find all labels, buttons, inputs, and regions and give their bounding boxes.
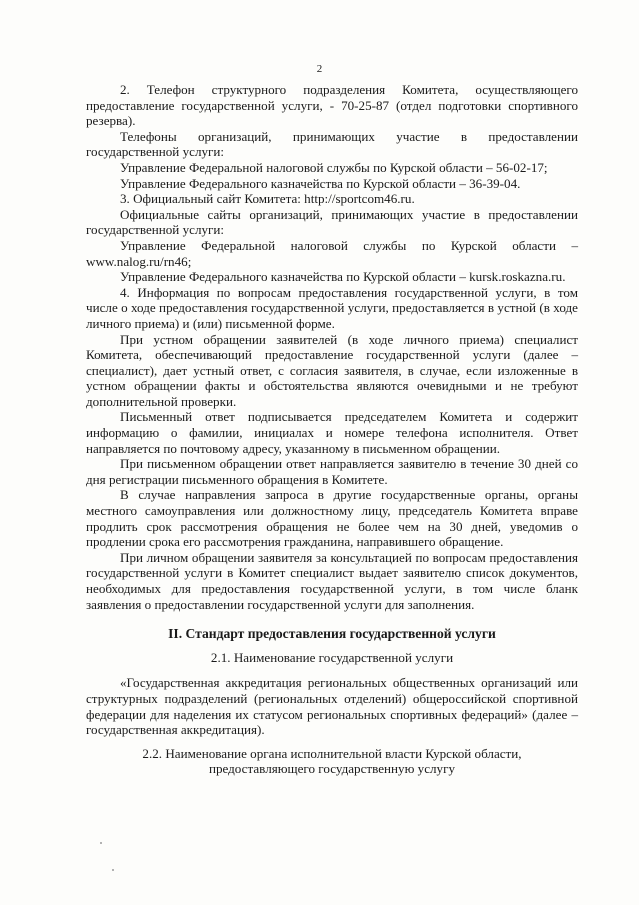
paragraph-site-tax: Управление Федеральной налоговой службы по Курской области – www.nalog.ru/rn46; bbox=[86, 237, 578, 269]
paragraph-site-treasury: Управление Федерального казначейства по Курской области – kursk.roskazna.ru. bbox=[120, 269, 566, 285]
document-body bbox=[86, 82, 578, 777]
paragraph-phone-department: 2. Телефон структурного подразделения Комитета, осуществляющего предоставление государственной услуги, - 70-25-87 (отдел подготовки спортивного резерва). bbox=[86, 82, 578, 129]
paragraph-info-forms: 4. Информация по вопросам предоставления государственной услуги, в том числе о ходе предоставления государственной услуги, предоставляется в устной (в ходе личного приема) и (или) письменной форме. bbox=[86, 284, 578, 331]
paragraph-personal-visit: При личном обращении заявителя за консультацией по вопросам предоставления государственной услуги в Комитет специалист выдает заявителю список документов, необходимых для предоставления государственной услуги, в том числе бланк заявления о предоставлении государственной услуги для заполнения. bbox=[86, 549, 578, 612]
scan-speck bbox=[112, 869, 114, 871]
paragraph-oral-request: При устном обращении заявителей (в ходе личного приема) специалист Комитета, обеспечивающий предоставление государственной услуги (далее – специалист), дает устный ответ, с согласия заявителя, в случае, если изложенные в устном обращении факты и обстоятельства являются очевидными и не требуют дополнительной проверки. bbox=[86, 331, 578, 409]
paragraph-written-deadline: При письменном обращении ответ направляется заявителю в течение 30 дней со дня регистрации письменного обращения в Комитете. bbox=[86, 456, 578, 487]
paragraph-official-site: 3. Официальный сайт Комитета: http://sportcom46.ru. bbox=[120, 191, 415, 207]
subsection-1-heading: 2.1. Наименование государственной услуги bbox=[210, 649, 454, 665]
scan-speck bbox=[100, 842, 102, 844]
paragraph-extension: В случае направления запроса в другие государственные органы, органы местного самоуправления или должностному лицу, председатель Комитета вправе продлить срок рассмотрения обращения не более чем на 30 дней, уведомив о продлении срока его рассмотрения гражданина, направившего обращение. bbox=[86, 487, 578, 550]
paragraph-phone-tax: Управление Федеральной налоговой службы по Курской области – 56-02-17; bbox=[120, 159, 548, 175]
page-number: 2 bbox=[316, 63, 323, 75]
subsection-2-heading-line1: 2.2. Наименование органа исполнительной власти Курской области, bbox=[142, 745, 522, 761]
paragraph-written-answer: Письменный ответ подписывается председателем Комитета и содержит информацию о фамилии, инициалах и номере телефона исполнителя. Ответ направляется по почтовому адресу, указанному в письменном обращении. bbox=[86, 409, 578, 456]
subsection-1-text: «Государственная аккредитация региональных общественных организаций или структурных подразделений (региональных отделений) общероссийской спортивной федерации для наделения их статусом региональных спортивных федераций» (далее – государственная аккредитация). bbox=[86, 675, 578, 738]
paragraph-phone-treasury: Управление Федерального казначейства по Курской области – 36-39-04. bbox=[120, 175, 521, 191]
section-heading: II. Стандарт предоставления государственной услуги bbox=[168, 626, 496, 642]
subsection-2-heading-line2: предоставляющего государственную услугу bbox=[208, 761, 456, 777]
paragraph-phones-organizations: Телефоны организаций, принимающих участие в предоставлении государственной услуги: bbox=[86, 128, 578, 160]
paragraph-org-sites: Официальные сайты организаций, принимающих участие в предоставлении государственной услуги: bbox=[86, 206, 578, 238]
